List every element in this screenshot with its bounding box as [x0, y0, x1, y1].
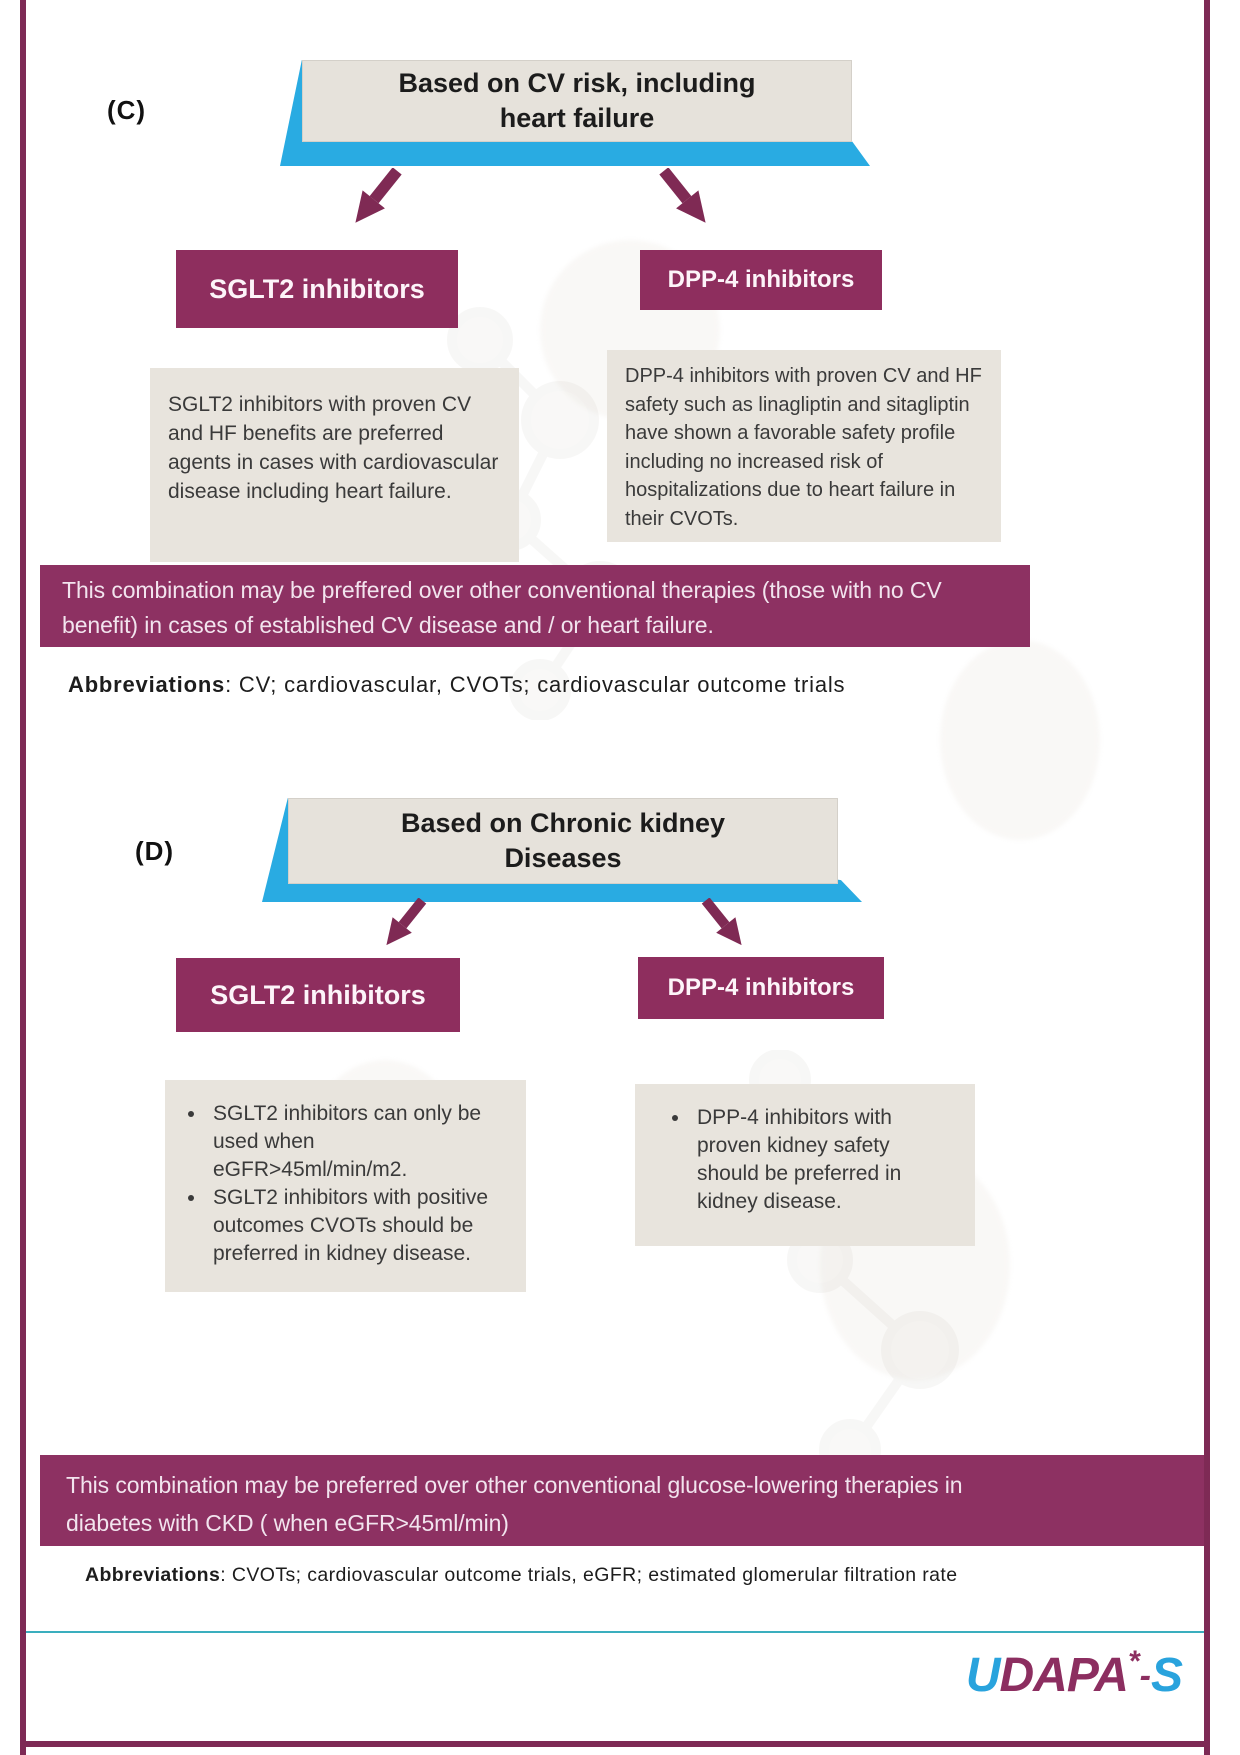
panel-d-header: [262, 798, 862, 902]
arrow-down-left-icon: [370, 898, 440, 960]
panel-c-dpp4-title: DPP-4 inhibitors: [667, 266, 855, 293]
page-right-border: [1204, 0, 1210, 1755]
panel-d-dpp4-title: DPP-4 inhibitors: [667, 974, 855, 1001]
panel-d-banner-text: This combination may be preferred over other conventional glucose-lowering therapies in diabetes with CKD ( when eGFR>45ml/min): [66, 1472, 963, 1536]
panel-c-label: (C): [107, 95, 147, 125]
panel-d-abbreviations: [85, 1564, 957, 1587]
panel-c-abbreviations-label: Abbreviations: [68, 672, 226, 697]
arrow-down-right-icon: [645, 168, 723, 240]
panel-d-abbreviations-text: : CVOTs; cardiovascular outcome trials, eGFR; estimated glomerular filtration rate: [220, 1564, 958, 1586]
panel-c-header-box: [302, 60, 852, 142]
panel-d-dpp4-bullet-1: • DPP-4 inhibitors with proven kidney safety should be preferred in kidney disease.: [691, 1104, 921, 1216]
panel-d-sglt2-bullets-box: [165, 1080, 526, 1292]
panel-c-header-text: Based on CV risk, including heart failure: [398, 67, 756, 133]
panel-c-sglt2-desc: SGLT2 inhibitors with proven CV and HF benefits are preferred agents in cases with cardiovascular disease including heart failure.: [168, 393, 499, 503]
panel-d-header-text: Based on Chronic kidney Diseases: [400, 807, 726, 873]
panel-d-label: (D): [135, 836, 175, 866]
logo-hyphen: -: [1139, 1657, 1151, 1695]
logo-asterisk: *: [1127, 1645, 1140, 1678]
panel-d-banner: [40, 1455, 1204, 1546]
panel-c-dpp4-desc: DPP-4 inhibitors with proven CV and HF safety such as linagliptin and sitagliptin have shown a favorable safety profile including no increased risk of hospitalizations due to heart failure in their CVOTs.: [625, 365, 982, 530]
panel-c-banner-text: This combination may be preffered over other conventional therapies (those with no CV benefit) in cases of established CV disease and / or heart failure.: [62, 577, 942, 638]
watermark-blob: [940, 640, 1100, 840]
panel-c-abbreviations-text: : CV; cardiovascular, CVOTs; cardiovascular outcome trials: [225, 672, 846, 697]
footer-divider-line: [26, 1631, 1204, 1633]
panel-d-sglt2-bullet-1: • SGLT2 inhibitors can only be used when eGFR>45ml/min/m2.: [207, 1100, 499, 1184]
panel-d-sglt2-title: SGLT2 inhibitors: [210, 979, 426, 1010]
panel-d-dpp4-bullets-box: [635, 1084, 975, 1246]
logo-dapa: DAPA: [999, 1649, 1128, 1702]
logo-u: U: [965, 1649, 1000, 1702]
panel-c-abbreviations: [68, 672, 845, 698]
panel-c-sglt2-title: SGLT2 inhibitors: [209, 273, 425, 304]
panel-d-dpp4-title-box: [638, 957, 884, 1019]
panel-d-sglt2-bullet-2: • SGLT2 inhibitors with positive outcomes CVOTs should be preferred in kidney disease.: [207, 1184, 499, 1268]
panel-d-abbreviations-label: Abbreviations: [85, 1564, 221, 1586]
panel-c-header: [280, 60, 870, 166]
page-left-border: [20, 0, 26, 1755]
logo-s: S: [1150, 1649, 1182, 1702]
panel-d-sglt2-title-box: [176, 958, 460, 1032]
arrow-down-right-icon: [688, 898, 758, 960]
panel-c-sglt2-title-box: [176, 250, 458, 328]
panel-d-header-box: [288, 798, 838, 884]
panel-c-banner: [40, 565, 1030, 647]
panel-c-dpp4-title-box: [640, 250, 882, 310]
udapa-s-logo: [966, 1645, 1182, 1703]
page-bottom-border: [20, 1741, 1210, 1747]
panel-c-dpp4-desc-box: [607, 350, 1001, 542]
panel-c-sglt2-desc-box: [150, 368, 519, 562]
arrow-down-left-icon: [338, 168, 416, 240]
